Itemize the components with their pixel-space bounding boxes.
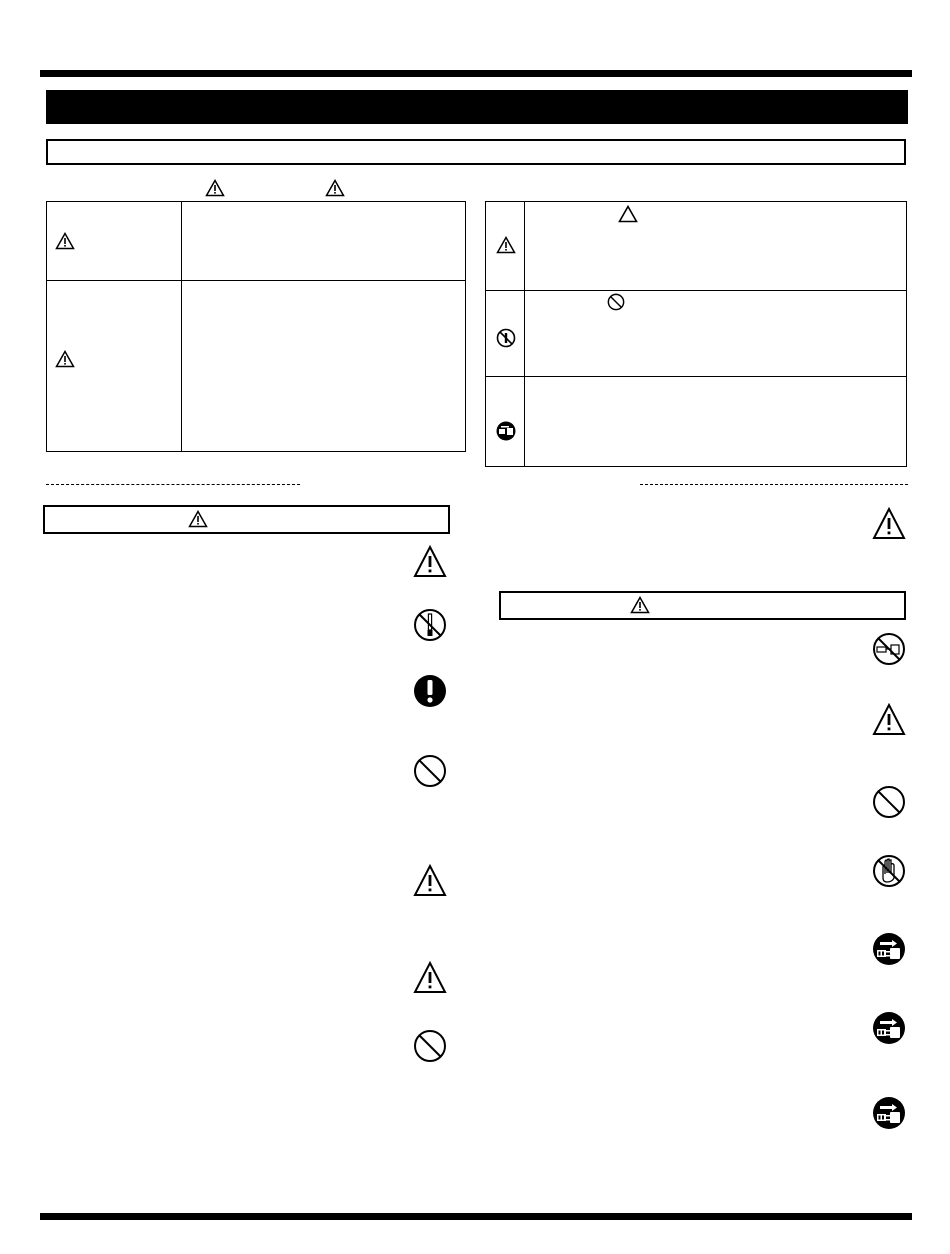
table-divider [524, 202, 525, 466]
warning-triangle-icon [413, 961, 447, 995]
no-damaged-cord-icon [872, 632, 906, 666]
do-not-disassemble-icon [413, 608, 447, 642]
warning-section-header [43, 505, 450, 534]
bottom-rule [40, 1213, 912, 1220]
unplug-plug-icon [872, 1096, 906, 1130]
instructions-box [46, 139, 906, 165]
unplug-plug-icon [872, 932, 906, 966]
dashed-separator [640, 484, 908, 485]
warning-triangle-icon [413, 864, 447, 898]
prohibited-circle-icon [607, 293, 625, 311]
warning-triangle-icon [413, 545, 447, 579]
prohibited-circle-icon [413, 754, 447, 788]
prohibited-circle-icon [413, 1029, 447, 1063]
dashed-separator [46, 484, 300, 485]
no-wet-hands-icon [872, 854, 906, 888]
warning-triangle-icon [188, 510, 208, 528]
caution-triangle-icon [55, 350, 75, 368]
table-divider [486, 376, 906, 377]
do-not-disassemble-icon [496, 328, 516, 348]
caution-section-header [499, 591, 906, 620]
table-divider [486, 290, 906, 291]
warning-triangle-icon [496, 236, 516, 254]
table-divider [181, 202, 182, 451]
unplug-plug-icon [872, 1011, 906, 1045]
top-rule [40, 70, 912, 77]
warning-triangle-icon [205, 179, 225, 197]
mandatory-exclamation-icon [413, 674, 447, 708]
warning-triangle-icon [872, 507, 906, 541]
unplug-plug-icon [496, 421, 516, 441]
symbol-meaning-table [485, 201, 907, 467]
table-divider [47, 280, 465, 281]
warning-triangle-icon [325, 179, 345, 197]
prohibited-circle-icon [872, 785, 906, 819]
empty-triangle-icon [618, 205, 638, 223]
caution-triangle-icon [630, 596, 650, 614]
symbol-definition-table [46, 201, 466, 452]
title-bar [46, 90, 908, 124]
warning-triangle-icon [55, 232, 75, 250]
warning-triangle-icon [872, 703, 906, 737]
